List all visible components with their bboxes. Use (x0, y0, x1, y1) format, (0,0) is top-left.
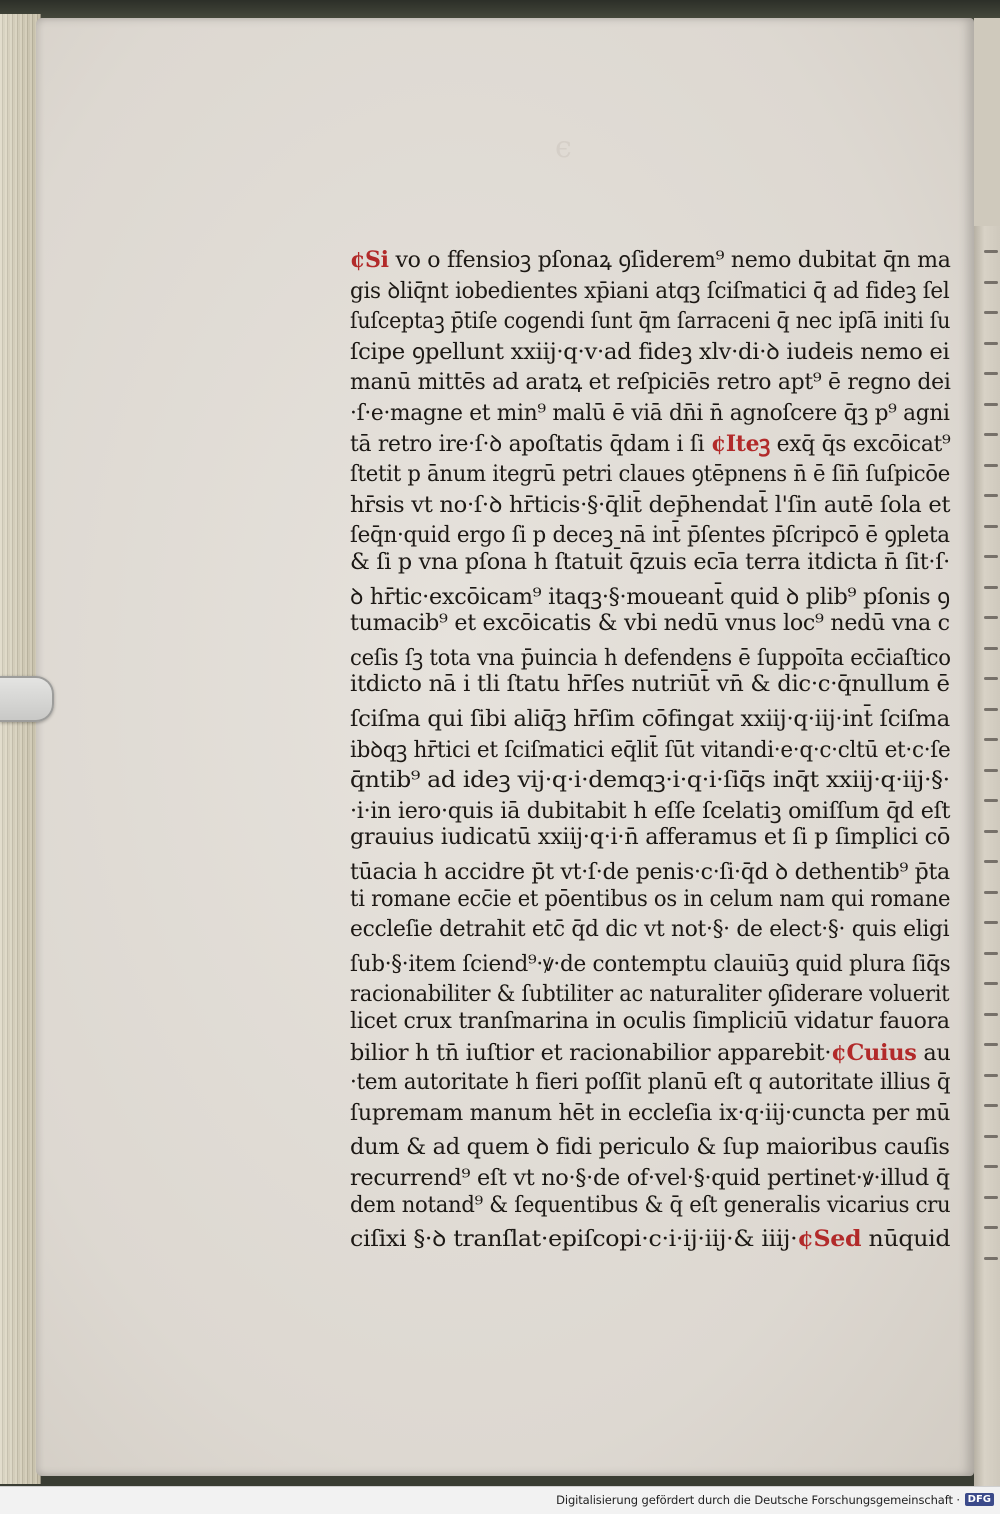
dfg-logo: DFG (965, 1493, 994, 1506)
line-text: ſub·§·item ſciend⁹·ꝟ·de contemptu clauiūꝫ quid plura ſiq̄s (350, 951, 951, 977)
line-text: ſciſma qui ſibi aliq̄ꝫ hr̄ſim cōfingat xxiij·q·iij·int̄ ſciſma (350, 707, 950, 732)
line-text: ſuſceptaꝫ p̄tiſe cogendi ſunt q̄m ſarraceni q̄ nec ipſā initi ſu (350, 309, 951, 335)
text-line (350, 336, 950, 366)
line-text-continued: nūquid (861, 1227, 951, 1253)
facing-text-mark (984, 1165, 998, 1168)
text-line (350, 305, 950, 335)
text-line (350, 366, 951, 396)
text-line (350, 1223, 950, 1253)
line-text: dem notand⁹ & ſequentibus & q̄ eſt generalis vicarius cru (350, 1192, 951, 1218)
text-line (350, 519, 950, 549)
line-text-continued: exq̄ q̄s excōicat⁹ (770, 431, 951, 457)
line-text: ſtetit p ānum itegrū petri claues ꝯtēpnens n̄ ē ſin̄ ſuſpicōe (350, 462, 950, 488)
text-line (350, 458, 950, 488)
text-line (350, 1040, 951, 1066)
facing-text-mark (984, 921, 998, 924)
facing-text-mark (984, 647, 998, 650)
line-text: bilior h tn̄ iuſtior et racionabilior apparebit· (350, 1040, 832, 1066)
page-edges-shade (0, 14, 40, 1484)
text-line (350, 275, 949, 305)
text-line (350, 1131, 950, 1161)
facing-text-mark (984, 1196, 998, 1199)
facing-text-mark (984, 372, 998, 375)
line-text: ·tem autoritate h fieri poſſit planū eſt q autoritate illius q̄ (350, 1070, 951, 1096)
facing-text-mark (984, 677, 998, 680)
text-line (350, 672, 950, 697)
facing-text-mark (984, 1074, 998, 1077)
text-line (350, 764, 950, 794)
line-text: ꝺ hr̄tic·excōicam⁹ itaqꝫ·§·moueant̄ quid ꝺ plib⁹ pſonis ꝯ (350, 584, 950, 610)
line-text: grauius iudicatū xxiij·q·i·n̄ afferamus et ſi p ſimplici cō (350, 825, 951, 851)
line-text: manū mittēs ad aratꝝ et reſpiciēs retro apt⁹ ē regno dei (350, 370, 951, 396)
facing-text-mark (984, 525, 998, 528)
facing-text-mark (984, 738, 998, 741)
rubric-paragraph-mark: ¢Sed (797, 1226, 862, 1253)
text-line (350, 244, 951, 274)
facing-text-mark (984, 586, 998, 589)
facing-text-mark (984, 311, 998, 314)
text-line (350, 734, 950, 764)
facing-text-mark (984, 830, 998, 833)
text-line (350, 581, 950, 611)
line-text: ſeq̄n·quid ergo ſi p deceꝫ nā int̄ p̄ſentes p̄ſcripcō ē ꝯpleta (350, 523, 950, 549)
text-line (350, 428, 950, 458)
text-line (350, 611, 950, 636)
line-text: eccleſie detrahit etc̄ q̄d dic vt not·§· de elect·§· quis eligi (350, 917, 950, 943)
facing-text-mark (984, 891, 998, 894)
text-line (350, 917, 949, 942)
facing-text-mark (984, 1135, 998, 1138)
text-line (350, 489, 950, 519)
line-text: licet crux tranſmarina in oculis ſimpliciū vidatur fauora (350, 1009, 950, 1034)
line-text: ceſis ſꝫ tota vna p̄uincia h defendens ē ſuppoīta ecc̄iaſtico (350, 645, 951, 671)
facing-text-mark (984, 250, 998, 253)
rubric-paragraph-mark: ¢Iteꝫ (710, 430, 771, 457)
facing-text-mark (984, 555, 998, 558)
line-text: ſupremam manum hēt in eccleſia ix·q·iij·cuncta per mū (350, 1100, 951, 1126)
text-line (350, 397, 950, 427)
line-text: tā retro ire·ſ·ꝺ apoſtatis q̄dam i ſi (350, 431, 711, 457)
line-text: ·i·in iero·quis iā dubitabit h eſſe ſcelatiꝫ omiſſum q̄d eſt (350, 798, 951, 824)
facing-text-mark (984, 769, 998, 772)
line-text: dum & ad quem ꝺ fidi periculo & ſup maioribus cauſis (350, 1135, 950, 1161)
line-text: q̄ntib⁹ ad ideꝫ vij·q·i·demqꝫ·i·q·i·ſiq̄s inq̄t xxiij·q·iij·§· (350, 768, 950, 794)
text-line (350, 1009, 950, 1034)
line-text: recurrend⁹ eſt vt no·§·de of·vel·§·quid pertinet·ꝟ·illud q̄ (350, 1166, 950, 1191)
facing-text-mark (984, 342, 998, 345)
text-line (350, 1162, 950, 1192)
facing-page (974, 226, 1000, 1486)
line-text: itdicto nā i tli ſtatu hr̄ſes nutriūt̄ vn̄ & dic·c·q̄nullum ē (350, 672, 950, 698)
facing-text-mark (984, 464, 998, 467)
facing-text-mark (984, 1226, 998, 1229)
facing-text-mark (984, 1257, 998, 1260)
text-line (350, 703, 950, 733)
line-text: ·ſ·e·magne et min⁹ malū ē viā dn̄i n̄ agnoſcere q̄ꝫ p⁹ agni (350, 401, 950, 426)
text-line (350, 1070, 950, 1095)
line-text: vo o ffensioꝫ pſonaꝝ ꝯſiderem⁹ nemo dubitat q̄n ma (388, 248, 951, 273)
line-text: ibꝺqꝫ hr̄tici et ſciſmatici eq̄lit̄ ſūt vitandi·e·q·c·cltū et·c·ſe (350, 737, 951, 763)
facing-text-mark (984, 1104, 998, 1107)
line-text: tumacib⁹ et excōicatis & vbi nedū vnus loc⁹ nedū vna c (350, 611, 950, 637)
line-text: ciſixi §·ꝺ tranſlat·epiſcopi·c·i·ij·iij·& iiij· (350, 1227, 798, 1253)
line-text: ſcipe ꝯpellunt xxiij·q·v·ad fideꝫ xlv·di·ꝺ iudeis nemo ei (350, 339, 950, 365)
text-line (350, 795, 950, 825)
text-line (350, 825, 950, 850)
facing-text-mark (984, 1013, 998, 1016)
facing-page-top (974, 18, 1000, 228)
text-line (350, 856, 950, 886)
line-text: & ſi p vna pſona h ſtatuit̄ q̄zuis ecīa terra itdicta n̄ ſit·ſ· (350, 550, 950, 575)
book-clip (0, 676, 54, 722)
text-line (350, 1193, 950, 1218)
funding-credit: Digitalisierung gefördert durch die Deutsche Forschungsgemeinschaft · (556, 1493, 960, 1507)
text-line (350, 550, 950, 575)
facing-text-mark (984, 433, 998, 436)
rubric-paragraph-mark: ¢Cuius (831, 1039, 917, 1066)
facing-text-mark (984, 860, 998, 863)
line-text: tūacia h accidre p̄t vt·ſ·de penis·c·ſi·q̄d ꝺ dethentib⁹ p̄ta (350, 860, 950, 885)
facing-text-mark (984, 281, 998, 284)
line-text-continued: au (916, 1040, 951, 1066)
line-text: racionabiliter & ſubtiliter ac naturaliter ꝯſiderare voluerit (350, 982, 950, 1008)
footer-bar (0, 1486, 1000, 1514)
text-line (350, 948, 950, 978)
facing-text-mark (984, 952, 998, 955)
facing-text-mark (984, 1043, 998, 1046)
facing-text-mark (984, 403, 998, 406)
text-line (350, 642, 951, 672)
text-line (350, 887, 950, 912)
facing-text-mark (984, 799, 998, 802)
facing-text-mark (984, 616, 998, 619)
facing-text-mark (984, 982, 998, 985)
facing-text-mark (984, 494, 998, 497)
facing-text-mark (984, 708, 998, 711)
line-text: hr̄sis vt no·ſ·ꝺ hr̄ticis·§·q̄lit̄ dep̄hendat̄ l'ſin autē ſola et (350, 492, 951, 518)
faint-ink-mark: ϵ (555, 130, 572, 165)
rubric-initial: ¢Si (350, 247, 389, 273)
line-text: ti romane ecc̄ie et pōentibus os in celum nam qui romane (350, 886, 951, 912)
line-text: gis ꝺliq̄nt iobedientes xp̄iani atqꝫ ſciſmatici q̄ ad fideꝫ ſel (350, 278, 950, 304)
text-line (350, 978, 949, 1008)
text-line (350, 1101, 950, 1126)
